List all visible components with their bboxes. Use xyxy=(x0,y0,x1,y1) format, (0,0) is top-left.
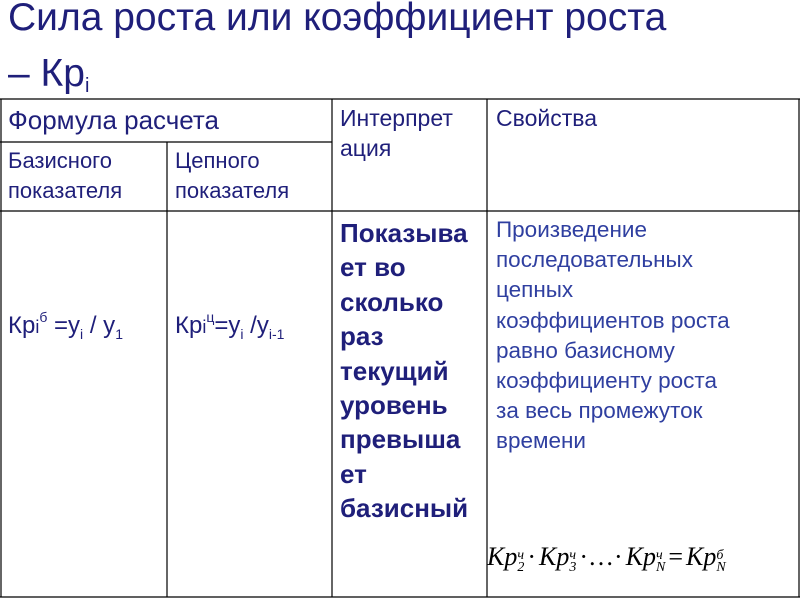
eq-ellipsis: ·…· xyxy=(579,542,623,571)
eq-equals: = xyxy=(668,542,684,571)
eq-kp3-sup: ч xyxy=(569,548,577,563)
base-formula xyxy=(8,302,166,349)
interpretation-line: ет xyxy=(340,458,367,489)
base-formula-y1: 1 xyxy=(115,326,123,342)
header-interpretation-line1: Интерпрет xyxy=(340,105,453,131)
properties-line: коэффициенту роста xyxy=(496,368,717,394)
eq-kpn: Kp xyxy=(625,542,657,571)
eq-kp2-sub: 2 xyxy=(517,560,525,575)
chain-formula-i: i xyxy=(202,317,207,337)
eq-kpn-sup: ч xyxy=(656,548,663,563)
eq-kp2-sup: ч xyxy=(517,548,525,563)
slide-title-line2-text: – Кр xyxy=(8,52,85,95)
slide-title-subscript: i xyxy=(84,75,90,97)
base-formula-eq: =у xyxy=(47,312,81,339)
slide-title-line1: Сила роста или коэффициент роста xyxy=(8,0,667,39)
header-base-line2: показателя xyxy=(8,178,123,203)
eq-kp2-scripts xyxy=(517,550,524,574)
chain-formula-yi: i xyxy=(240,326,244,342)
eq-kp2: Kp xyxy=(487,542,518,571)
interpretation-line: Показыва xyxy=(340,218,468,248)
eq-kpn-base-sup: б xyxy=(716,548,724,563)
interpretation-text xyxy=(340,216,486,526)
eq-kp3: Kp xyxy=(539,542,570,571)
header-chain xyxy=(175,146,331,206)
eq-kp3-scripts xyxy=(569,550,576,574)
interpretation-line: сколько xyxy=(340,286,444,317)
chain-formula-eq: =у xyxy=(214,312,241,339)
interpretation-line: текущий xyxy=(340,355,449,386)
eq-kpn-sub: N xyxy=(656,560,666,575)
header-base xyxy=(8,146,166,206)
interpretation-line: превыша xyxy=(340,424,461,455)
header-base-line1: Базисного xyxy=(8,148,112,173)
eq-kpn-base-sub: N xyxy=(716,560,726,575)
interpretation-line: базисный xyxy=(340,493,469,524)
chain-formula-sup: ц xyxy=(206,309,215,325)
chain-formula-slash: /у xyxy=(243,312,269,339)
properties-line: коэффициентов роста xyxy=(496,307,730,333)
header-interpretation-line2: ация xyxy=(340,135,392,161)
base-formula-yi: i xyxy=(80,326,84,342)
base-formula-kp: Кр xyxy=(8,312,36,339)
properties-text xyxy=(496,215,798,457)
header-properties: Свойства xyxy=(496,105,597,131)
eq-kp3-sub: 3 xyxy=(569,560,577,575)
base-formula-slash: / у xyxy=(83,312,116,339)
interpretation-line: раз xyxy=(340,321,384,352)
base-formula-i: i xyxy=(35,317,40,337)
properties-line: Произведение xyxy=(496,217,647,242)
interpretation-line: ет во xyxy=(340,252,406,283)
chain-formula-kp: Кр xyxy=(175,312,203,339)
properties-line: последовательных xyxy=(496,247,693,273)
chain-formula xyxy=(175,302,331,349)
eq-kpn-scripts xyxy=(656,550,665,574)
interpretation-line: уровень xyxy=(340,390,448,421)
base-formula-sup: б xyxy=(39,309,48,325)
eq-kpn-base: Kp xyxy=(686,542,717,571)
header-interpretation xyxy=(340,103,485,163)
header-formula: Формула расчета xyxy=(8,105,219,135)
header-chain-line1: Цепного xyxy=(175,148,260,173)
header-chain-line2: показателя xyxy=(175,178,290,203)
product-equation xyxy=(487,542,797,578)
chain-formula-yim1: i-1 xyxy=(268,326,285,342)
eq-kpn-base-scripts xyxy=(716,550,725,574)
properties-line: за весь промежуток xyxy=(496,398,703,424)
properties-line: времени xyxy=(496,428,586,454)
properties-line: равно базисному xyxy=(496,337,675,363)
eq-dot: · xyxy=(527,542,537,571)
properties-line: цепных xyxy=(496,277,574,303)
